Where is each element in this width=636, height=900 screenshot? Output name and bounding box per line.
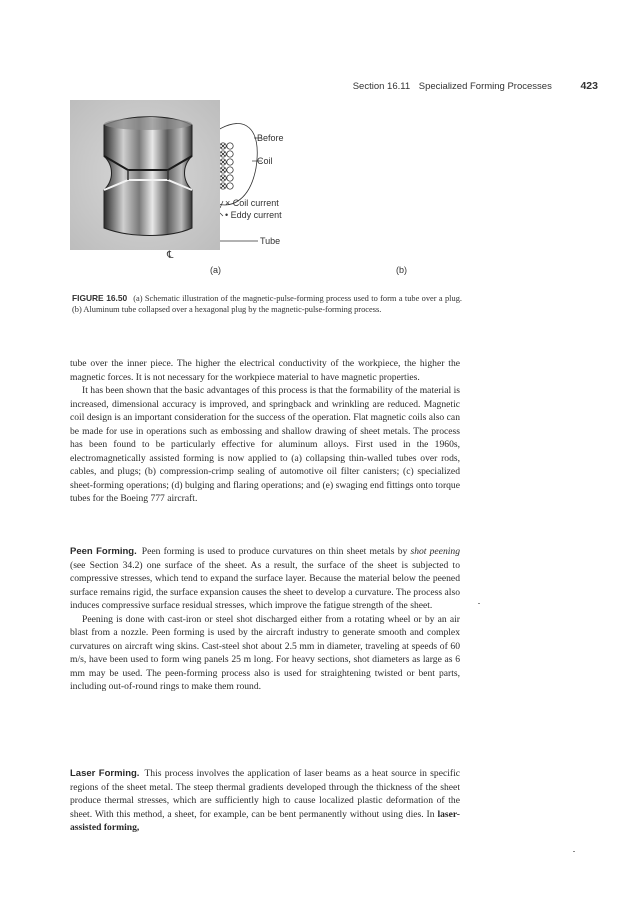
body-section-peen bbox=[70, 545, 460, 694]
stray-mark bbox=[478, 603, 480, 604]
label-coil: Coil bbox=[257, 156, 273, 166]
peen-forming-heading: Peen Forming. bbox=[70, 546, 137, 557]
subfigure-label-a: (a) bbox=[210, 265, 221, 275]
label-eddy-current: • Eddy current bbox=[225, 210, 282, 220]
italic-term: shot peening bbox=[410, 546, 460, 557]
coil-turns bbox=[220, 143, 233, 189]
label-before: Before bbox=[257, 133, 284, 143]
label-tube: Tube bbox=[260, 236, 281, 246]
label-centerline: ℄ bbox=[167, 250, 174, 261]
label-coil-current: × Coil current bbox=[225, 198, 279, 208]
paragraph: tube over the inner piece. The higher the electrical conductivity of the workpiece, the higher the magnetic forces. It is not necessary for the workpiece material to have magnetic properties. bbox=[70, 358, 460, 383]
caption-text: (a) Schematic illustration of the magnetic-pulse-forming process used to form a tube over a plug. (b) Aluminum tube collapsed over a hexagonal plug by the magnetic-pulse-forming process. bbox=[72, 294, 462, 314]
paragraph: Peen Forming. Peen forming is used to produce curvatures on thin sheet metals by shot peening (see Section 34.2) one surface of the sheet. As a result, the surface of the sheet is subjected to compressive stresses, which tend to expand the surface layer. Because the material below the peened surface remains rigid, the surface expansion causes the sheet to develop a curvature. The process also induces compressive surface residual stresses, which improve the fatigue strength of the sheet. bbox=[70, 546, 460, 611]
figure-caption bbox=[72, 293, 462, 315]
stray-mark bbox=[573, 851, 575, 852]
figure-number: FIGURE 16.50 bbox=[72, 293, 128, 303]
figure-16-50 bbox=[70, 100, 590, 280]
paragraph: Peening is done with cast-iron or steel shot discharged either from a rotating wheel or by an air blast from a nozzle. Peen forming is used by the aircraft industry to generate smooth and complex curvatures on aircraft wing skins. Cast-steel shot about 2.5 mm in diameter, traveling at speeds of 60 m/s, have been used to form wing panels 25 m long. For heavy sections, shot diameters as large as 6 mm may be used. The peen-forming process also is used for straightening twisted or bent parts, including out-of-round rings to make them round. bbox=[70, 613, 460, 692]
bold-term: laser-assisted forming, bbox=[70, 808, 460, 833]
section-number: Section 16.11 bbox=[352, 81, 411, 92]
paragraph: It has been shown that the basic advantages of this process is that the formability of the material is increased, dimensional accuracy is improved, and springback and wrinkling are reduced. Magnetic coil design is an important consideration for the success of the operation. Flat magnetic coils also can be made for use in operations such as embossing and shallow drawing of sheet metals. The process has been found to be particularly effective for aluminum alloys. First used in the 1960s, electromagnetically assisted forming is now applied to (a) collapsing thin-walled tubes over rods, cables, and plugs; (b) compression-crimp sealing of automotive oil filter canisters; (c) specialized sheet-forming operations; (d) bulging and flaring operations; and (e) swaging end fittings onto torque tubes for the Boeing 777 aircraft. bbox=[70, 385, 460, 504]
subfigure-label-b: (b) bbox=[396, 265, 407, 275]
photo-collapsed-tube bbox=[70, 100, 220, 250]
body-section-laser bbox=[70, 767, 460, 835]
page-number: 423 bbox=[580, 80, 598, 92]
running-header bbox=[353, 80, 598, 94]
laser-forming-heading: Laser Forming. bbox=[70, 768, 140, 779]
body-section-magnetic bbox=[70, 357, 460, 506]
paragraph: Laser Forming. This process involves the application of laser beams as a heat source in specific regions of the sheet metal. The steep thermal gradients developed through the thickness of the sheet produce thermal stresses, which are sufficiently high to cause localized plastic deformation of the sheet. With this method, a sheet, for example, can be bent permanently without using dies. In laser-assisted forming, bbox=[70, 768, 460, 833]
section-title: Specialized Forming Processes bbox=[418, 81, 552, 92]
